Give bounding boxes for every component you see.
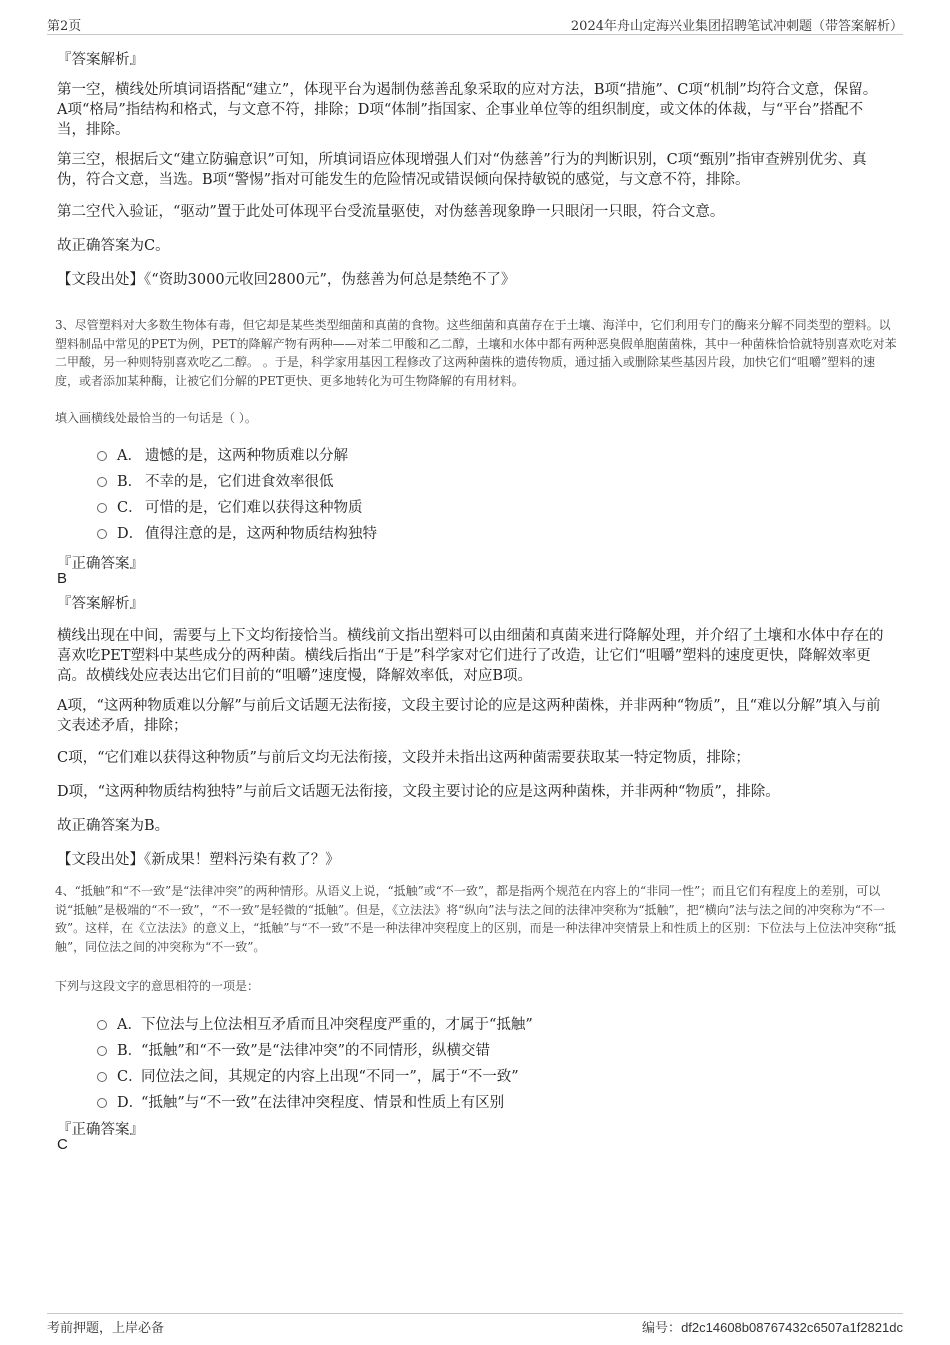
page-footer — [47, 1313, 903, 1336]
explain-paragraph: 横线出现在中间，需要与上下文均衔接恰当。横线前文指出塑料可以由细菌和真菌来进行降解处理，并介绍了土壤和水体中存在的喜欢吃PET塑料中某些成分的两种菌。横线后指出“于是”科学家对它们进行了改造，让它们“咀嚼”塑料的速度更快，降解效率更高。故横线处应表达出它们目前的“咀嚼”速度慢，降解效率低，对应B项。 — [57, 628, 884, 684]
page-number: 第2页 — [47, 19, 82, 34]
answer-value: C — [57, 1136, 68, 1153]
explain-paragraph: 第二空代入验证，“驱动”置于此处可体现平台受流量驱使，对伪慈善现象睁一只眼闭一只眼，符合文意。 — [57, 204, 725, 220]
radio-icon[interactable] — [97, 1098, 107, 1108]
passage-source: 【文段出处】《“资助3000元收回2800元”，伪慈善为何总是禁绝不了》 — [57, 272, 516, 288]
option-c[interactable]: C． 可惜的是，它们难以获得这种物质 — [97, 493, 857, 519]
option-list — [97, 441, 857, 545]
radio-icon[interactable] — [97, 1072, 107, 1082]
explain-paragraph: D项，“这两种物质结构独特”与前后文话题无法衔接，文段主要讨论的应是这两种菌株，并非两种“物质”，排除。 — [57, 784, 780, 800]
option-b[interactable]: B． “抵触”和“不一致”是“法律冲突”的不同情形，纵横交错 — [97, 1036, 857, 1062]
passage-source: 【文段出处】《新成果！塑料污染有救了？》 — [57, 852, 340, 868]
answer-value: B — [57, 570, 68, 587]
explain-paragraph: C项，“它们难以获得这种物质”与前后文均无法衔接，文段并未指出这两种菌需要获取某一特定物质，排除； — [57, 750, 750, 766]
page-header — [47, 12, 903, 35]
explain-label: 『答案解析』 — [57, 52, 144, 68]
explain-conclusion: 故正确答案为C。 — [57, 238, 170, 254]
question-prompt: 下列与这段文字的意思相符的一项是： — [55, 979, 260, 993]
radio-icon[interactable] — [97, 1020, 107, 1030]
radio-icon[interactable] — [97, 477, 107, 487]
radio-icon[interactable] — [97, 503, 107, 513]
footer-slogan: 考前押题，上岸必备 — [47, 1321, 165, 1336]
explain-conclusion: 故正确答案为B。 — [57, 818, 170, 834]
document-title: 2024年舟山定海兴业集团招聘笔试冲刺题（带答案解析） — [570, 19, 903, 34]
option-b[interactable]: B． 不幸的是，它们进食效率很低 — [97, 467, 857, 493]
answer-label: 『正确答案』 — [57, 556, 144, 572]
answer-label: 『正确答案』 — [57, 1122, 144, 1138]
option-d[interactable]: D． “抵触”与“不一致”在法律冲突程度、情景和性质上有区别 — [97, 1088, 857, 1114]
option-a[interactable]: A． 遗憾的是，这两种物质难以分解 — [97, 441, 857, 467]
option-a[interactable]: A． 下位法与上位法相互矛盾而且冲突程度严重的，才属于“抵触” — [97, 1010, 857, 1036]
radio-icon[interactable] — [97, 529, 107, 539]
option-list — [97, 1010, 857, 1114]
explain-paragraph: 第三空，根据后文“建立防骗意识”可知，所填词语应体现增强人们对“伪慈善”行为的判断识别，C项“甄别”指审查辨别优劣、真伪，符合文意，当选。B项“警惕”指对可能发生的危险情况或错误倾向保持敏锐的感觉，与文意不符，排除。 — [57, 152, 867, 188]
question-prompt: 填入画横线处最恰当的一句话是（ ）。 — [55, 411, 257, 425]
explain-paragraph: 第一空，横线处所填词语搭配“建立”，体现平台为遏制伪慈善乱象采取的应对方法，B项“措施”、C项“机制”均符合文意，保留。A项“格局”指结构和格式，与文意不符，排除；D项“体制”指国家、企事业单位等的组织制度，或文体的体裁，与“平台”搭配不当，排除。 — [57, 82, 878, 138]
radio-icon[interactable] — [97, 451, 107, 461]
document-code: 编号：df2c14608b08767432c6507a1f2821dc — [642, 1320, 903, 1336]
radio-icon[interactable] — [97, 1046, 107, 1056]
explain-label: 『答案解析』 — [57, 596, 144, 612]
explain-paragraph: A项，“这两种物质难以分解”与前后文话题无法衔接，文段主要讨论的应是这两种菌株，并非两种“物质”，且“难以分解”填入与前文表述矛盾，排除； — [57, 698, 881, 734]
question-passage: 3、尽管塑料对大多数生物体有毒，但它却是某些类型细菌和真菌的食物。这些细菌和真菌存在于土壤、海洋中，它们利用专门的酶来分解不同类型的塑料。以塑料制品中常见的PET为例，PET的降解产物有两种——对苯二甲酸和乙二醇，土壤和水体中都有两种恶臭假单胞菌菌株，其中一种菌株恰恰就特别喜欢吃对苯二甲酸，另一种则特别喜欢吃乙二醇。 。于是，科学家用基因工程修改了这两种菌株的遗传物质，通过插入或删除某些基因片段，加快它们“咀嚼”塑料的速度，或者添加某种酶，让被它们分解的PET更快、更多地转化为可生物降解的有用材料。 — [55, 318, 897, 388]
option-d[interactable]: D． 值得注意的是，这两种物质结构独特 — [97, 519, 857, 545]
option-c[interactable]: C． 同位法之间，其规定的内容上出现“不同一”，属于“不一致” — [97, 1062, 857, 1088]
question-passage: 4、“抵触”和“不一致”是“法律冲突”的两种情形。从语义上说，“抵触”或“不一致”，都是指两个规范在内容上的“非同一性”；而且它们有程度上的差别，可以说“抵触”是极端的“不一致”，“不一致”是轻微的“抵触”。但是，《立法法》将“纵向”法与法之间的法律冲突称为“抵触”，把“横向”法与法之间的冲突称为“不一致”。这样，在《立法法》的意义上，“抵触”与“不一致”不是一种法律冲突程度上的区别，而是一种法律冲突情景上和性质上的区别：下位法与上位法冲突称“抵触”，同位法之间的冲突称为“不一致”。 — [55, 884, 896, 954]
